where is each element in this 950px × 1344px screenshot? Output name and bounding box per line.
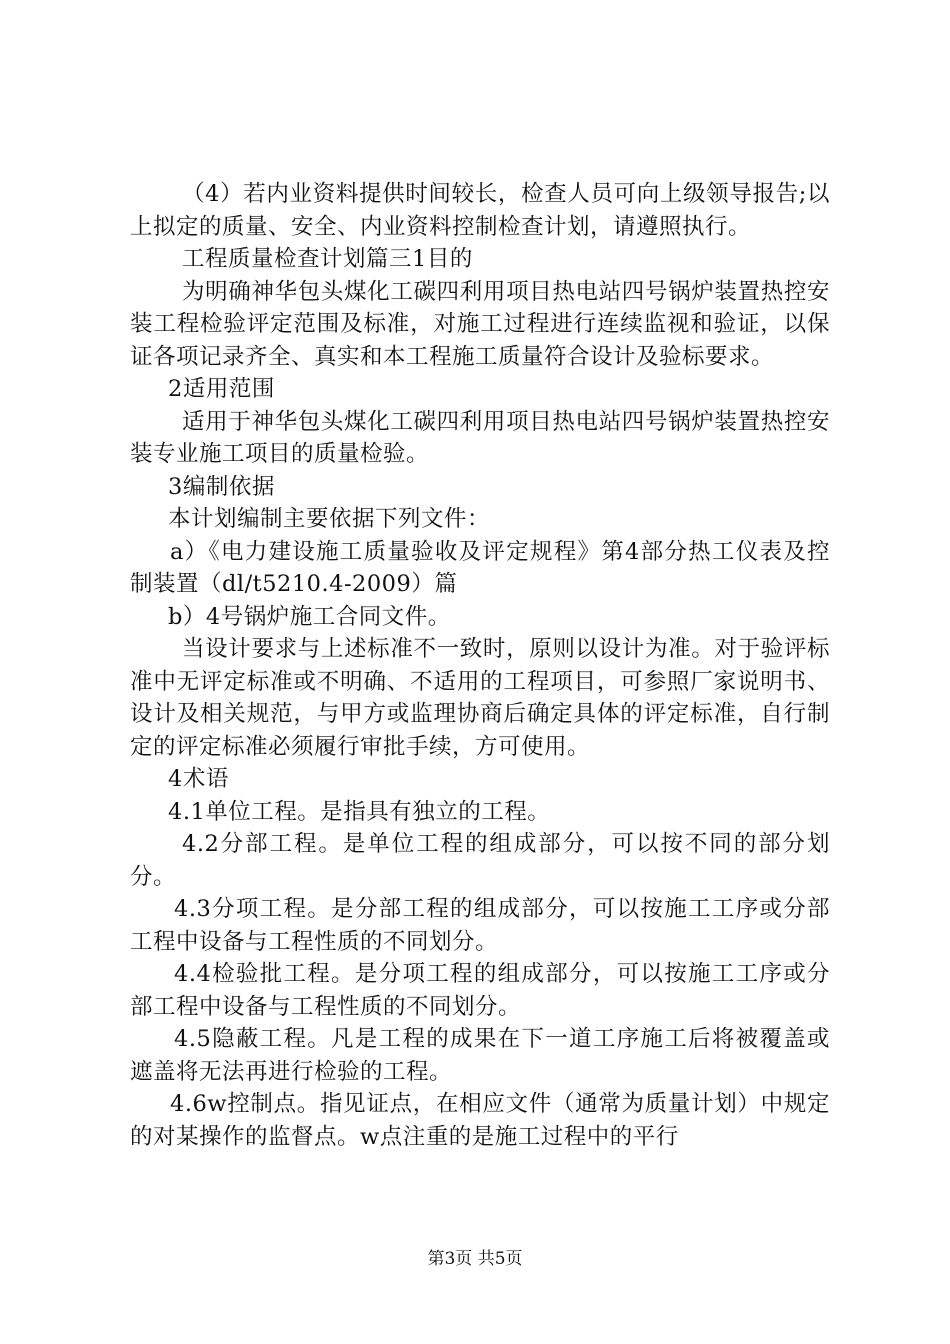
term-4-4: 4.4检验批工程。是分项工程的组成部分，可以按施工工序或分部工程中设备与工程性质的不同划分。: [130, 961, 830, 1020]
section-heading-scope: 2适用范围: [168, 376, 275, 402]
section-heading-basis: 3编制依据: [168, 473, 275, 500]
document-body: [130, 178, 830, 1153]
term-4-2: 4.2分部工程。是单位工程的组成部分，可以按不同的部分划分。: [130, 831, 830, 890]
section-heading-terms: 4术语: [168, 766, 229, 792]
term-4-6: 4.6w控制点。指见证点，在相应文件（通常为质量计划）中规定的对某操作的监督点。w点注重的是施工过程中的平行: [130, 1091, 830, 1150]
paragraph-design-priority: 当设计要求与上述标准不一致时，原则以设计为准。对于验评标准中无评定标准或不明确、不适用的工程项目，可参照厂家说明书、设计及相关规范，与甲方或监理协商后确定具体的评定标准，自行制定的评定标准必须履行审批手续，方可使用。: [130, 636, 830, 760]
paragraph-report-note: （4）若内业资料提供时间较长，检查人员可向上级领导报告;以上拟定的质量、安全、内业资料控制检查计划，请遵照执行。: [130, 181, 830, 240]
paragraph-basis-intro: 本计划编制主要依据下列文件：: [168, 506, 491, 532]
term-4-3: 4.3分项工程。是分部工程的组成部分，可以按施工工序或分部工程中设备与工程性质的不同划分。: [130, 896, 830, 955]
paragraph-purpose: 为明确神华包头煤化工碳四利用项目热电站四号锅炉装置热控安装工程检验评定范围及标准，对施工过程进行连续监视和验证，以保证各项记录齐全、真实和本工程施工质量符合设计及验标要求。: [130, 278, 830, 370]
section-heading-purpose: 工程质量检查计划篇三1目的: [182, 246, 473, 272]
list-item-b: b）4号锅炉施工合同文件。: [168, 603, 451, 630]
page-footer: 第3页 共5页: [427, 1249, 523, 1269]
paragraph-scope: 适用于神华包头煤化工碳四利用项目热电站四号锅炉装置热控安装专业施工项目的质量检验。: [130, 408, 830, 467]
list-item-a: a）《电力建设施工质量验收及评定规程》第4部分热工仪表及控制装置（dl/t5210.4-2009）篇: [130, 538, 830, 597]
term-4-5: 4.5隐蔽工程。凡是工程的成果在下一道工序施工后将被覆盖或遮盖将无法再进行检验的工程。: [130, 1026, 830, 1085]
term-4-1: 4.1单位工程。是指具有独立的工程。: [168, 798, 551, 825]
